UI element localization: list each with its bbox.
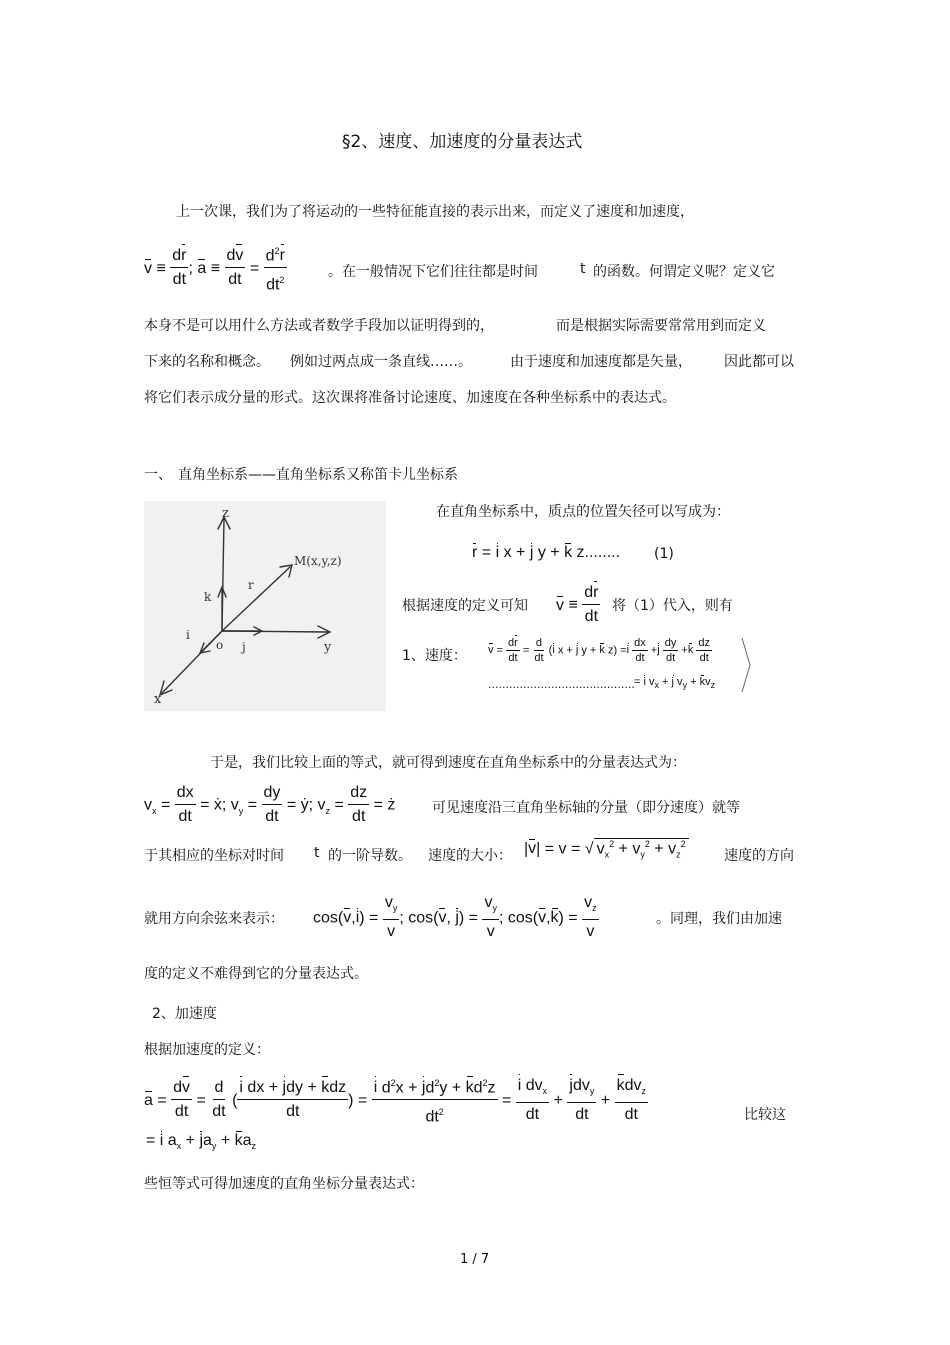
intro-line-5: 将它们表示成分量的形式。这次课将准备讨论速度、加速度在各种坐标系中的表达式。 <box>144 390 676 406</box>
intro-time-var: t <box>580 261 586 277</box>
velocity-definition-formula: v ≡ $\frac{dr}{dt}$ <box>556 584 599 625</box>
position-vector-formula: r = i x + j y + k z........ <box>472 544 621 561</box>
velocity-label: 1、速度： <box>402 648 467 664</box>
derivative-text-b: 的一阶导数。 <box>328 848 412 864</box>
accel-hint-text: 度的定义不难得到它的分量表达式。 <box>144 966 368 982</box>
identity-text: 些恒等式可得加速度的直角坐标分量表达式： <box>144 1176 424 1192</box>
compare-text: 于是，我们比较上面的等式，就可得到速度在直角坐标系中的分量表达式为： <box>210 755 686 771</box>
intro-line-2b: 的函数。何谓定义呢？定义它 <box>593 264 775 280</box>
k-vector-label: k <box>204 590 212 604</box>
acceleration-formula: a = $\frac{dv}{dt}$ = $\frac{d}{dt}$ ( $\frac{\text{i dx + jdy + kdz}}{dt}$ ) = $\frac{i d^2x + jd^2y + kd^2z}{dt^2}$ = $\frac{i dv_x}{dt}$ + $\frac{jdv_y}{dt}$ + $\frac{kdv_z}{dt}$ <box>144 1072 648 1130</box>
intro-line-4d: 因此都可以 <box>724 354 794 370</box>
derivative-text-a: 于其相应的坐标对时间 <box>144 848 284 864</box>
direction-text: 速度的方向 <box>724 848 794 864</box>
intro-line-4a: 下来的名称和概念。 <box>144 354 270 370</box>
likewise-text: 。同理，我们由加速 <box>656 911 782 927</box>
i-vector-label: i <box>186 628 190 642</box>
section-number: 一、 <box>144 467 172 483</box>
z-axis-label: z <box>222 506 229 521</box>
compare-these-text: 比较这 <box>744 1107 786 1123</box>
bracket-mark <box>740 636 752 694</box>
speed-formula: |v| = v = √ $v_x^2 + v_y^2 + v_z^2$ <box>524 838 689 860</box>
direction-cosine-formula: cos(v,i) = $\frac{v_y}{v}$ ; cos(v, j) = $\frac{v_y}{v}$ ; cos(v,k) = $\frac{v_z}{v}$ <box>313 894 597 941</box>
point-m-label: M(x,y,z) <box>294 554 342 568</box>
x-axis-label: x <box>154 692 162 707</box>
j-vector-label: j <box>242 640 246 654</box>
origin-label: o <box>216 638 224 652</box>
intro-line-3b: 而是根据实际需要常常用到而定义 <box>556 318 766 334</box>
intro-line-1: 上一次课，我们为了将运动的一些特征能直接的表示出来，而定义了速度和加速度， <box>176 204 694 220</box>
velocity-expansion: v = $\frac{dr}{dt}$ = $\frac{d}{dt}$ (i x + j y + k z) =i $\frac{dx}{dt}$ +j $\frac{dy}{dt}$ +k $\frac{dz}{dt}$ <box>488 637 711 664</box>
coordinate-figure <box>144 501 386 711</box>
equation-number: (1) <box>654 546 674 562</box>
intro-line-4c: 由于速度和加速度都是矢量， <box>510 354 692 370</box>
position-vector-text: 在直角坐标系中，质点的位置矢径可以写成为： <box>436 504 730 520</box>
intro-line-2a: 。在一般情况下它们往往都是时间 <box>328 264 538 280</box>
page-title: §2、速度、加速度的分量表达式 <box>342 132 583 152</box>
section-heading: 直角坐标系——直角坐标系又称笛卡儿坐标系 <box>178 467 458 483</box>
velocity-definition-text: 根据速度的定义可知 <box>402 598 528 614</box>
acceleration-label: 2、加速度 <box>152 1006 217 1022</box>
velocity-components-formula: $v_x$ = $\frac{dx}{dt}$ = ẋ; $v_y$ = $\frac{dy}{dt}$ = ẏ; $v_z$ = $\frac{dz}{dt}$ = ż <box>144 784 396 825</box>
component-tail-text: 可见速度沿三直角坐标轴的分量（即分速度）就等 <box>432 800 740 816</box>
r-vector-label: r <box>248 578 254 592</box>
acceleration-definition-text: 根据加速度的定义： <box>144 1042 270 1058</box>
velocity-expansion-dots: .......................................... <box>488 678 635 691</box>
acceleration-components-sum: = i $a_x + ja_y + ka_z$ <box>146 1132 257 1152</box>
page-number: 1 / 7 <box>460 1252 490 1267</box>
velocity-components-sum: = i $v_x + j$ $v_y + kv_z$ <box>634 676 716 691</box>
y-axis-label: y <box>324 640 332 655</box>
axes-diagram <box>144 501 386 711</box>
intro-line-3a: 本身不是可以用什么方法或者数学手段加以证明得到的， <box>144 318 494 334</box>
derivative-time-var: t <box>314 845 320 861</box>
intro-line-4b: 例如过两点成一条直线……。 <box>290 354 472 370</box>
speed-label: 速度的大小： <box>428 848 512 864</box>
substitute-text: 将（1）代入，则有 <box>612 598 733 614</box>
cosine-text: 就用方向余弦来表示： <box>144 911 284 927</box>
definition-formula: v ≡ $\frac{dr}{dt}$ ; a ≡ $\frac{dv}{dt}$ = $\frac{d^2r}{dt^2}$ <box>144 240 287 298</box>
